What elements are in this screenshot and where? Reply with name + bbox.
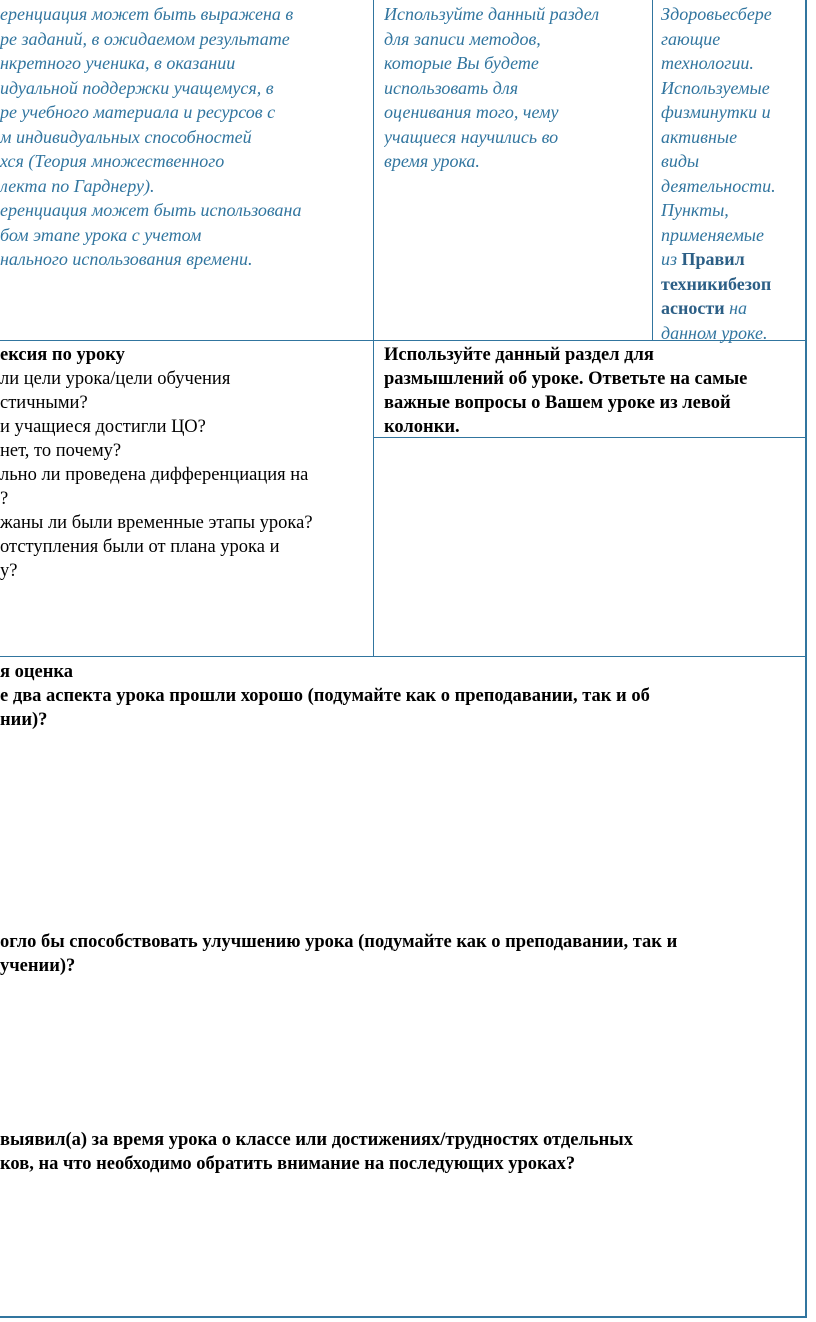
text-line: которые Вы будете	[384, 53, 539, 73]
text-line: данном уроке.	[661, 322, 768, 343]
safety-rules-link-text: Правил	[681, 249, 745, 269]
reflection-answer-area[interactable]	[374, 438, 805, 655]
text-line: отступления были от плана урока и	[0, 537, 280, 557]
text-line: ре учебного материала и ресурсов с	[0, 102, 276, 122]
text-fragment: на	[729, 298, 747, 318]
answer-area-1[interactable]	[0, 740, 804, 925]
row-divider-3	[0, 656, 806, 657]
text-line: нального использования времени.	[0, 249, 253, 269]
assessment-methods-cell	[384, 2, 650, 174]
text-line: виды	[661, 151, 700, 171]
question-line: выявил(а) за время урока о классе или достижениях/трудностях отдельных	[0, 1130, 633, 1150]
text-line: технологии.	[661, 53, 754, 73]
text-line: у?	[0, 561, 18, 581]
text-line: важные вопросы о Вашем уроке из левой	[384, 393, 731, 413]
text-line: активные	[661, 126, 738, 147]
text-line: применяемые	[661, 224, 764, 245]
text-line: техникибезоп	[661, 273, 772, 294]
text-fragment: асности	[661, 298, 725, 318]
text-line: размышлений об уроке. Ответьте на самые	[384, 369, 748, 389]
text-line: идуальной поддержки учащемуся, в	[0, 77, 274, 98]
answer-area-3[interactable]	[0, 1180, 804, 1315]
reflection-title: ексия по уроку	[0, 345, 125, 365]
evaluation-heading-block	[0, 660, 804, 732]
text-line: колонки.	[384, 417, 460, 437]
text-line: использовать для	[384, 77, 519, 98]
text-fragment: из	[661, 249, 678, 269]
differentiation-cell	[0, 2, 372, 272]
text-line: ?	[0, 489, 9, 509]
question-line: огло бы способствовать улучшению урока (подумайте как о преподавании, так и	[0, 932, 678, 952]
question-line: учении)?	[0, 956, 76, 976]
column-divider-2	[652, 0, 653, 340]
text-line: лекта по Гарднеру).	[0, 175, 155, 196]
reflection-questions-cell	[0, 343, 372, 583]
text-line: ли цели урока/цели обучения	[0, 369, 231, 389]
text-line: ре заданий, в ожидаемом результате	[0, 28, 290, 49]
text-line: Здоровьесбере	[661, 4, 772, 24]
text-line: бом этапе урока с учетом	[0, 224, 202, 245]
evaluation-title: я оценка	[0, 662, 74, 682]
question-block-3	[0, 1128, 804, 1176]
text-line: гающие	[661, 28, 721, 49]
question-line: нии)?	[0, 710, 48, 730]
text-line: хся (Теория множественного	[0, 151, 225, 171]
text-line: Используемые	[661, 77, 770, 98]
text-line: жаны ли были временные этапы урока?	[0, 513, 313, 533]
text-line: физминутки и	[661, 102, 771, 122]
question-block-2	[0, 930, 804, 978]
text-line: еренциация может быть использована	[0, 200, 302, 220]
reflection-instructions-cell	[384, 343, 804, 439]
text-line: время урока.	[384, 151, 480, 171]
text-line: стичными?	[0, 393, 88, 413]
text-line: нет, то почему?	[0, 441, 122, 461]
text-line	[661, 296, 803, 321]
text-line: Используйте данный раздел	[384, 4, 600, 24]
answer-area-2[interactable]	[0, 985, 804, 1125]
text-line: для записи методов,	[384, 28, 541, 49]
text-line: м индивидуальных способностей	[0, 126, 252, 147]
text-line: деятельности.	[661, 175, 776, 196]
text-line: и учащиеся достигли ЦО?	[0, 417, 206, 437]
text-line: Используйте данный раздел для	[384, 345, 654, 365]
health-technologies-cell	[661, 2, 803, 345]
text-line: льно ли проведена дифференциация на	[0, 465, 309, 485]
text-line	[661, 247, 803, 272]
text-line: оценивания того, чему	[384, 102, 559, 122]
text-line: Пункты,	[661, 200, 729, 220]
question-line: ков, на что необходимо обратить внимание на последующих уроках?	[0, 1154, 576, 1174]
question-line: е два аспекта урока прошли хорошо (подумайте как о преподавании, так и об	[0, 686, 650, 706]
text-line: учащиеся научились во	[384, 126, 559, 147]
text-line: еренциация может быть выражена в	[0, 4, 294, 24]
text-line: нкретного ученика, в оказании	[0, 53, 236, 73]
